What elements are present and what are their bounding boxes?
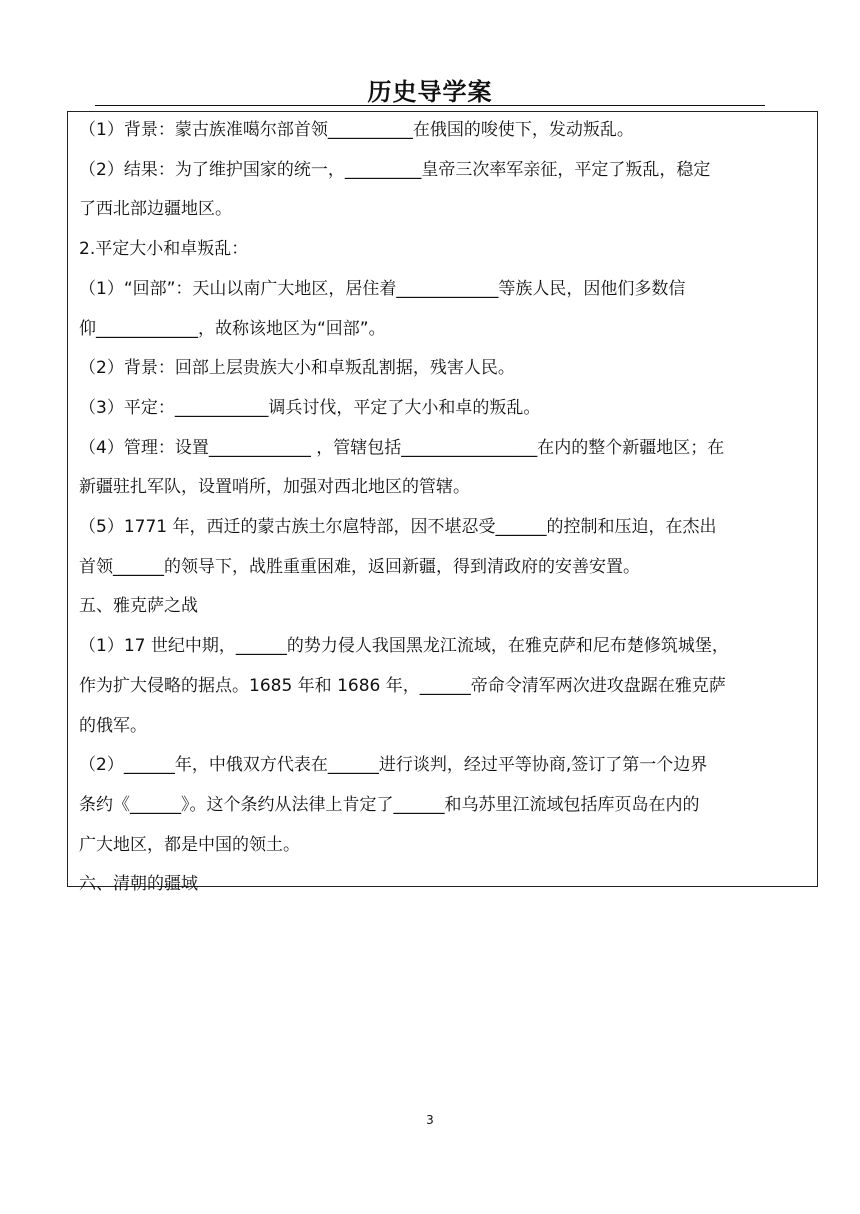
text-line: 的俄军。 [79, 715, 147, 736]
text-line: 新疆驻扎军队，设置哨所，加强对西北地区的管辖。 [79, 477, 470, 498]
text-line: （3）平定：___________调兵讨伐，平定了大小和卓的叛乱。 [79, 397, 541, 418]
text-line: 六、清朝的疆域 [79, 874, 198, 895]
text-line: （5）1771 年，西迁的蒙古族土尔扈特部，因不堪忍受______的控制和压迫，在杰出 [79, 517, 717, 537]
text-line: （4）管理：设置____________ ，管辖包括________________在内的整个新疆地区；在 [79, 437, 725, 458]
text-line: 作为扩大侵略的据点。1685 年和 1686 年，______帝命令清军两次进攻盘踞在雅克萨 [79, 675, 726, 696]
text-line: 条约《______》。这个条约从法律上肯定了______和乌苏里江流域包括库页岛在内的 [79, 794, 700, 815]
text-line: 仰____________，故称该地区为“回部”。 [79, 318, 386, 339]
text-line: 首领______的领导下，战胜重重困难，返回新疆，得到清政府的安善安置。 [79, 556, 640, 577]
text-line: （2）背景：回部上层贵族大小和卓叛乱割据，残害人民。 [79, 358, 515, 379]
content-box [67, 111, 818, 895]
text-line: 广大地区，都是中国的领土。 [79, 834, 300, 855]
page-title: 历史导学案 [367, 78, 493, 106]
title-underline [95, 105, 765, 106]
text-line: （1）背景：蒙古族准噶尔部首领__________在俄国的唆使下，发动叛乱。 [79, 120, 634, 140]
text-line: （1）“回部”：天山以南广大地区，居住着____________等族人民，因他们多数信 [79, 278, 686, 299]
text-line: 五、雅克萨之战 [79, 596, 198, 617]
text-line: （1）17 世纪中期，______的势力侵人我国黑龙江流域，在雅克萨和尼布楚修筑城堡， [79, 636, 729, 657]
page-number: 3 [426, 1113, 434, 1127]
text-line: 2.平定大小和卓叛乱： [79, 239, 249, 260]
text-line: 了西北部边疆地区。 [79, 199, 232, 220]
text-line: （2）______年，中俄双方代表在______进行谈判，经过平等协商,签订了第一个边界 [79, 755, 708, 776]
text-line: （2）结果：为了维护国家的统一，_________皇帝三次率军亲征，平定了叛乱，稳定 [79, 159, 711, 180]
